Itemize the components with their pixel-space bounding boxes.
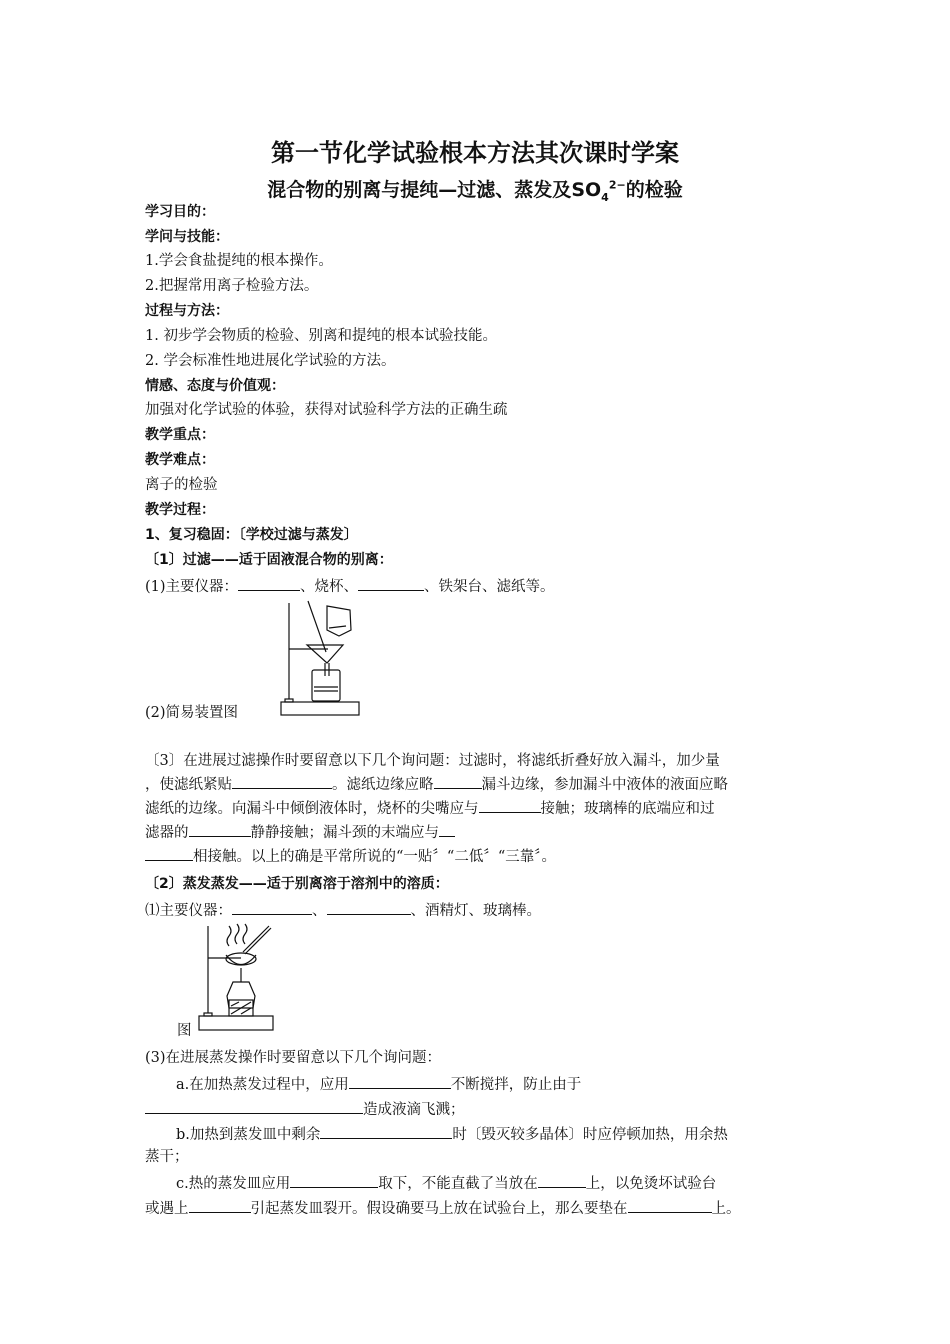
- filter-text: 漏斗边缘，参加漏斗中液体的液面应略: [481, 777, 728, 793]
- evap-item-a-line-1: [176, 1074, 581, 1094]
- evap-text: 取下，不能直截了当放在: [378, 1176, 538, 1192]
- evap-text: c.热的蒸发皿应用: [176, 1176, 291, 1192]
- evap-text: 时〔毁灭较多晶体〕时应停顿加热，用余热: [452, 1127, 728, 1143]
- knowledge-item-2: 2.把握常用离子检验方法。: [145, 278, 319, 294]
- page-title: 第一节化学试验根本方法其次课时学案: [271, 139, 679, 167]
- difficulty-heading: 教学难点：: [145, 452, 215, 468]
- evap-instruments-text: 、酒精灯、玻璃棒。: [410, 903, 541, 919]
- answer-blank[interactable]: [232, 900, 312, 915]
- filter-text: 接触；玻璃棒的底端应和过: [540, 801, 715, 817]
- evaporation-apparatus-figure: [195, 922, 280, 1034]
- filter-instruments-text: 、烧杯、: [300, 579, 359, 595]
- answer-blank[interactable]: [145, 1099, 363, 1114]
- answer-blank[interactable]: [238, 576, 300, 591]
- process-item-2: 2. 学会标准性地进展化学试验的方法。: [145, 353, 396, 369]
- evap-text: 不断搅拌，防止由于: [450, 1077, 582, 1093]
- evaporation-questions-intro: (3)在进展蒸发操作时要留意以下几个询问题：: [145, 1050, 442, 1066]
- evap-text: 上。: [711, 1201, 741, 1217]
- evaporation-heading: 〔2〕蒸发蒸发——适于别离溶于溶剂中的溶质：: [145, 876, 449, 892]
- filter-heading: 〔1〕过滤——适于固液混合物的别离：: [145, 552, 393, 568]
- filter-notes-line: [145, 773, 810, 797]
- answer-blank[interactable]: [290, 1173, 378, 1188]
- evaporation-instruments-line: [145, 900, 541, 920]
- answer-blank[interactable]: [349, 1074, 451, 1089]
- procedure-heading: 教学过程：: [145, 502, 215, 518]
- filter-text: 相接触。以上的确是平常所说的“一贴〞“二低〞“三靠〞。: [193, 849, 556, 865]
- evap-instruments-text: 、: [312, 903, 327, 919]
- emotion-heading: 情感、态度与价值观：: [145, 378, 285, 394]
- filter-notes-paragraph: [145, 749, 810, 869]
- goals-heading: 学习目的：: [145, 204, 215, 220]
- formula-sup: 2−: [608, 178, 626, 192]
- subtitle-suffix: 的检验: [625, 179, 683, 201]
- filter-instruments-text: 、铁架台、滤纸等。: [424, 579, 555, 595]
- answer-blank[interactable]: [628, 1198, 712, 1213]
- evap-figure-caption: 图: [177, 1023, 192, 1039]
- filter-notes-line: [145, 821, 810, 845]
- review-heading: 1、复习稳固：〔学校过滤与蒸发〕: [145, 527, 358, 543]
- filtration-apparatus-figure: [278, 598, 363, 720]
- answer-blank[interactable]: [145, 846, 193, 861]
- filter-notes-line: [145, 797, 810, 821]
- evap-item-b-line-2: 蒸干；: [145, 1149, 189, 1165]
- evap-item-b-line-1: [176, 1124, 728, 1144]
- emotion-item-1: 加强对化学试验的体验，获得对试验科学方法的正确生疏: [145, 402, 508, 418]
- answer-blank[interactable]: [189, 822, 251, 837]
- answer-blank[interactable]: [358, 576, 424, 591]
- filter-figure-caption: (2)简易装置图: [145, 705, 239, 721]
- filter-instruments-line: [145, 576, 555, 596]
- key-points-heading: 教学重点：: [145, 427, 215, 443]
- answer-blank[interactable]: [189, 1198, 251, 1213]
- answer-blank[interactable]: [320, 1124, 452, 1139]
- process-heading: 过程与方法：: [145, 303, 229, 319]
- answer-blank[interactable]: [327, 900, 411, 915]
- filter-text: 滤器的: [145, 825, 189, 841]
- knowledge-item-1: 1.学会食盐提纯的根本操作。: [145, 253, 333, 269]
- answer-blank[interactable]: [439, 822, 455, 837]
- filter-notes-line: 〔3〕在进展过滤操作时要留意以下几个询问题：过滤时，将滤纸折叠好放入漏斗，加少量: [145, 753, 720, 769]
- evap-text: a.在加热蒸发过程中，应用: [176, 1077, 349, 1093]
- evap-text: 上，以免烫坏试验台: [585, 1176, 717, 1192]
- evap-text: 引起蒸发皿裂开。假设确要马上放在试验台上，那么要垫在: [250, 1201, 628, 1217]
- answer-blank[interactable]: [538, 1173, 586, 1188]
- evap-instruments-label: ⑴主要仪器：: [145, 903, 232, 919]
- filter-text: 滤纸的边缘。向漏斗中倾倒液体时，烧杯的尖嘴应与: [145, 801, 479, 817]
- filter-text: 。滤纸边缘应略: [332, 777, 434, 793]
- difficulty-item-1: 离子的检验: [145, 477, 218, 493]
- process-item-1: 1. 初步学会物质的检验、别离和提纯的根本试验技能。: [145, 328, 497, 344]
- evap-text: 或遇上: [145, 1201, 189, 1217]
- filter-instruments-label: (1)主要仪器：: [145, 579, 239, 595]
- evap-item-c-line-1: [176, 1173, 716, 1193]
- knowledge-heading: 学问与技能：: [145, 229, 229, 245]
- filter-text: ，使滤纸紧贴: [145, 777, 232, 793]
- filter-notes-line: [145, 845, 810, 869]
- evap-item-c-line-2: [145, 1198, 741, 1218]
- answer-blank[interactable]: [232, 774, 332, 789]
- evap-text: b.加热到蒸发皿中剩余: [176, 1127, 321, 1143]
- filter-text: 静静接触；漏斗颈的末端应与: [250, 825, 439, 841]
- formula-main: SO: [571, 179, 602, 201]
- formula-sub: 4: [601, 190, 609, 204]
- page-subtitle: [0, 175, 950, 204]
- evap-text: 造成液滴飞溅；: [363, 1102, 465, 1118]
- answer-blank[interactable]: [479, 798, 541, 813]
- subtitle-text: 混合物的别离与提纯—过滤、蒸发及: [267, 179, 572, 201]
- evap-item-a-line-2: [145, 1099, 465, 1119]
- answer-blank[interactable]: [434, 774, 482, 789]
